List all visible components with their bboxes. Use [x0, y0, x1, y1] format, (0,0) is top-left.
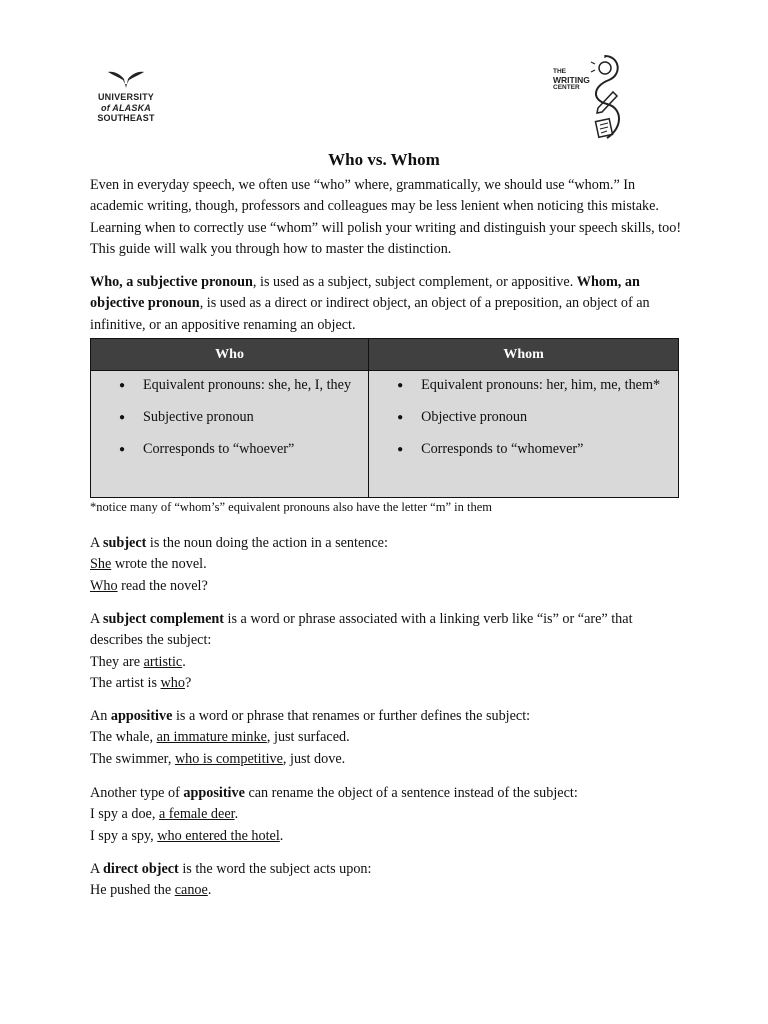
page-title: Who vs. Whom [328, 150, 440, 169]
appositive-object-post: can rename the object of a sentence instead of the subject: [244, 785, 578, 801]
appositive-object-example-1-underlined: a female deer [158, 806, 235, 823]
appositive-example-1 [90, 727, 682, 748]
university-logo [94, 68, 158, 124]
writing-center-logo [553, 52, 628, 144]
appositive-object-example-2-pre: I spy a spy, [90, 827, 158, 844]
complement-example-2-post: ? [184, 674, 192, 691]
appositive-definition [90, 706, 682, 727]
complement-section [90, 609, 682, 694]
appositive-example-2 [90, 749, 682, 770]
direct-object-example-1-pre: He pushed the [90, 882, 175, 899]
complement-term: subject complement [103, 611, 224, 627]
whom-definition-term: Whom, an objective pronoun [90, 274, 640, 312]
direct-object-definition [90, 859, 682, 880]
appositive-object-example-1-post: . [234, 806, 239, 823]
who-cell [91, 371, 369, 498]
whom-list-item: ● Objective pronoun [421, 409, 668, 426]
table-footnote: *notice many of “whom’s” equivalent pronouns also have the letter “m” in them [90, 500, 492, 514]
complement-post: is a word or phrase associated with a linking verb like “is” or “are” that describes the subject: [90, 611, 633, 649]
writing-center-emblem-icon [583, 52, 628, 144]
whom-list-item: ● Corresponds to “whomever” [421, 441, 668, 458]
appositive-example-2-underlined: who is competitive [174, 750, 283, 767]
comparison-table [90, 338, 679, 498]
intro-paragraph: Even in everyday speech, we often use “who” where, grammatically, we should use “whom.” In academic writing, though, professors and colleagues may be less lenient when noticing this mistake. Learning when to correctly use “whom” will polish your writing and distinguish your speech skills, too! This guide will walk you through how to master the distinction. [90, 177, 682, 257]
direct-object-post: is the word the subject acts upon: [178, 861, 372, 877]
appositive-object-example-1-pre: I spy a doe, [90, 806, 159, 823]
direct-object-example-1 [90, 880, 682, 901]
whom-list-item: ● Equivalent pronouns: her, him, me, them* [421, 377, 668, 394]
subject-term: subject [103, 535, 147, 551]
direct-object-pre: A [90, 861, 104, 877]
appositive-object-definition [90, 783, 682, 804]
subject-section [90, 533, 682, 597]
university-logo-line3: SOUTHEAST [97, 113, 155, 123]
appositive-pre: An [90, 708, 111, 724]
direct-object-term: direct object [103, 861, 179, 877]
writing-center-line3: CENTER [553, 84, 580, 91]
appositive-term: appositive [110, 708, 173, 724]
complement-example-1-pre: They are [90, 653, 144, 670]
appositive-object-example-2 [90, 826, 682, 847]
subject-example-1-rest: wrote the novel. [111, 556, 207, 573]
writing-center-line1: THE [553, 68, 566, 75]
subject-example-1-underlined: She [90, 556, 112, 573]
subject-post: is the noun doing the action in a sentence: [146, 535, 388, 551]
direct-object-section [90, 859, 682, 902]
direct-object-example-1-underlined: canoe [174, 882, 208, 899]
complement-example-2-pre: The artist is [90, 674, 161, 691]
university-logo-line2: of ALASKA [101, 102, 151, 113]
definition-paragraph [90, 272, 682, 336]
appositive-object-example-2-underlined: who entered the hotel [157, 827, 280, 844]
appositive-section [90, 706, 682, 770]
writing-center-line2: WRITING [553, 75, 590, 85]
whom-cell [369, 371, 679, 498]
subject-example-1 [90, 554, 682, 575]
whom-definition-text: , is used as a direct or indirect object, an object of a preposition, an object of an infinitive, or an appositive renaming an object. [90, 295, 650, 333]
subject-example-2 [90, 576, 682, 597]
whale-tail-icon [106, 68, 146, 90]
university-logo-line1: UNIVERSITY [97, 92, 154, 102]
who-list-item: ● Equivalent pronouns: she, he, I, they [143, 377, 358, 394]
complement-example-1 [90, 652, 682, 673]
subject-example-2-rest: read the novel? [117, 577, 208, 594]
appositive-object-pre: Another type of [90, 785, 184, 801]
who-list [91, 371, 368, 458]
who-definition-text: , is used as a subject, subject complement, or appositive. [252, 274, 577, 290]
subject-pre: A [90, 535, 104, 551]
appositive-example-1-post: , just surfaced. [266, 729, 350, 746]
complement-pre: A [90, 611, 104, 627]
who-list-item: ● Corresponds to “whoever” [143, 441, 358, 458]
appositive-example-1-underlined: an immature minke [156, 729, 267, 746]
complement-example-2-underlined: who [160, 674, 185, 691]
complement-example-2 [90, 673, 682, 694]
appositive-object-example-1 [90, 804, 682, 825]
appositive-post: is a word or phrase that renames or further defines the subject: [172, 708, 531, 724]
who-definition-term: Who, a subjective pronoun [90, 274, 253, 290]
appositive-example-2-pre: The swimmer, [90, 750, 175, 767]
whom-list [369, 371, 678, 458]
complement-example-1-post: . [182, 653, 186, 670]
subject-example-2-underlined: Who [90, 577, 118, 594]
appositive-object-example-2-post: . [279, 827, 284, 844]
appositive-example-1-pre: The whale, [90, 729, 157, 746]
appositive-object-term: appositive [183, 785, 245, 801]
subject-definition [90, 533, 682, 554]
complement-definition [90, 609, 682, 652]
who-list-item: ● Subjective pronoun [143, 409, 358, 426]
complement-example-1-underlined: artistic [143, 653, 183, 670]
table-header-who: Who [91, 339, 369, 371]
appositive-object-section [90, 783, 682, 847]
direct-object-example-1-post: . [207, 882, 212, 899]
appositive-example-2-post: , just dove. [282, 750, 346, 767]
table-header-whom: Whom [369, 339, 679, 371]
